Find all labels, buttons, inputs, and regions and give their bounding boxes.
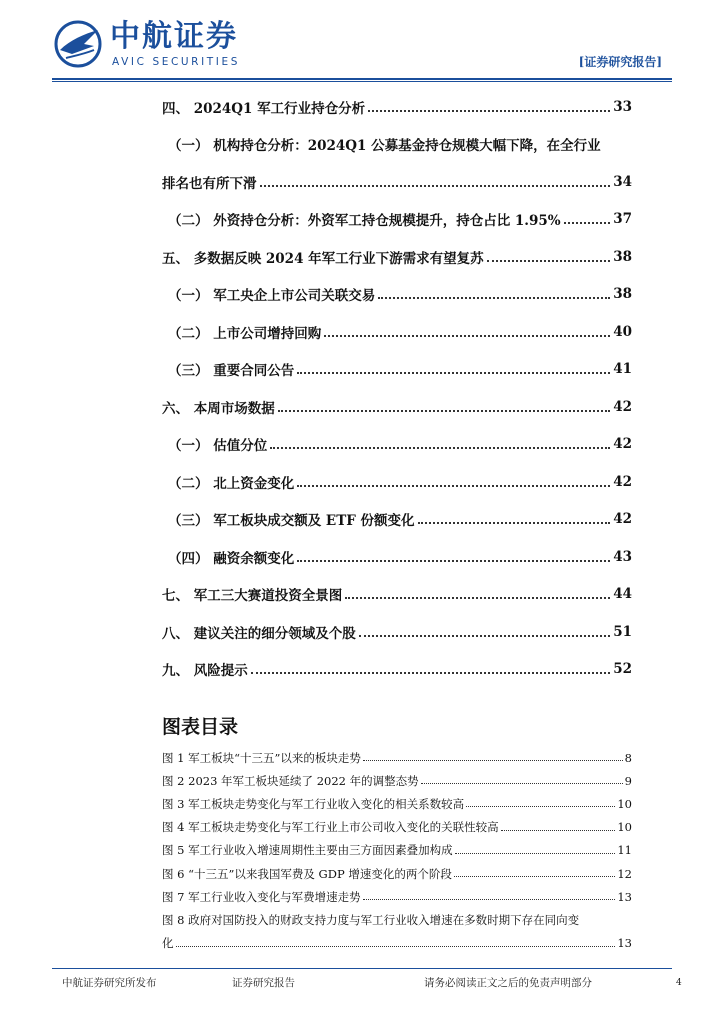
figure-entry-page: 10 [617,796,632,811]
toc-entry-page: 42 [613,398,632,415]
leader-dots [564,222,611,224]
toc-entry-label: （二） 外资持仓分析：外资军工持仓规模提升，持仓占比 1.95% [168,213,561,230]
toc-entry[interactable] [162,426,632,464]
leader-dots [501,830,616,831]
toc-entry-page: 44 [613,586,632,603]
figure-entry-page: 11 [617,843,632,858]
toc-entry-label: （一） 机构持仓分析：2024Q1 公募基金持仓规模大幅下降，在全行业 [168,138,601,155]
figure-entry[interactable] [162,885,632,908]
leader-dots [454,876,616,877]
figure-entry-page: 13 [617,889,632,904]
toc-entry-page: 43 [613,548,632,565]
toc-entry-label: 四、 2024Q1 军工行业持仓分析 [162,100,366,117]
toc-entry-label: （一） 估值分位 [168,438,268,455]
toc-entry[interactable] [162,463,632,501]
footer-publisher: 中航证券研究所发布 [62,977,157,989]
leader-dots [324,335,610,337]
page-number: 4 [676,978,682,988]
leader-dots [368,110,610,112]
toc-entry[interactable] [162,388,632,426]
leader-dots [297,372,610,374]
leader-dots [297,560,610,562]
figure-entry-page: 12 [617,866,632,881]
toc-entry[interactable] [162,651,632,689]
toc-entry-label: （一） 军工央企上市公司关联交易 [168,288,376,305]
toc-entry-label: 九、 风险提示 [162,663,248,680]
leader-dots [421,783,623,784]
figure-entry[interactable] [162,908,632,931]
leader-dots [359,635,611,637]
toc-entry[interactable] [162,576,632,614]
toc-entry-label: （二） 北上资金变化 [168,475,295,492]
toc-entry-page: 51 [613,623,632,640]
leader-dots [418,522,611,524]
leader-dots [278,410,611,412]
toc-entry-page: 42 [613,436,632,453]
figure-entry[interactable] [162,862,632,885]
toc-entry-page: 41 [613,361,632,378]
toc-entry[interactable] [162,501,632,539]
leader-dots [176,946,616,947]
leader-dots [363,760,623,761]
figure-entry[interactable] [162,769,632,792]
avic-logo-icon [54,20,102,68]
leader-dots [251,672,611,674]
toc-entry-label: 五、 多数据反映 2024 年军工行业下游需求有望复苏 [162,250,484,267]
footer-disclaimer: 请务必阅读正文之后的免责声明部分 [424,977,592,989]
toc-entry[interactable] [162,238,632,276]
toc-entry-label: 六、 本周市场数据 [162,400,275,417]
toc-entry-page: 42 [613,473,632,490]
figure-entry-label: 图 5 军工行业收入增速周期性主要由三方面因素叠加构成 [162,843,453,858]
toc-entry-label: 排名也有所下滑 [162,175,257,192]
leader-dots [345,597,610,599]
toc-entry[interactable] [162,126,632,164]
leader-dots [363,899,616,900]
leader-dots [378,297,610,299]
footer-report-type: 证券研究报告 [232,977,295,989]
toc-entry[interactable] [162,163,632,201]
toc-entry-page: 37 [613,211,632,228]
leader-dots [466,806,615,807]
header-divider [52,78,672,80]
leader-dots [487,260,611,262]
toc-entry-label: 七、 军工三大赛道投资全景图 [162,588,343,605]
toc-entry-page: 42 [613,511,632,528]
figure-entry-label: 图 1 军工板块“十三五”以来的板块走势 [162,750,361,765]
brand-name-cn: 中航证券 [110,19,238,54]
toc-entry[interactable] [162,613,632,651]
page-header [0,0,724,85]
figure-entry[interactable] [162,792,632,815]
toc-entry-page: 34 [613,173,632,190]
toc-entry[interactable] [162,201,632,239]
header-divider-thin [52,81,672,82]
toc-entry[interactable] [162,538,632,576]
figures-list-title: 图表目录 [162,716,239,738]
leader-dots [297,485,610,487]
figure-entry-page: 13 [617,936,632,951]
figure-entry-label: 图 7 军工行业收入变化与军费增速走势 [162,889,361,904]
figure-entry-label: 化 [162,936,174,951]
figure-entry-page: 10 [617,820,632,835]
toc-entry-page: 33 [613,98,632,115]
figure-entry[interactable] [162,746,632,769]
toc-entry-label: 八、 建议关注的细分领域及个股 [162,625,356,642]
leader-dots [260,185,611,187]
toc-entry[interactable] [162,88,632,126]
figure-entry-label: 图 2 2023 年军工板块延续了 2022 年的调整态势 [162,773,419,788]
toc-entry-label: （三） 军工板块成交额及 ETF 份额变化 [168,513,415,530]
toc-entry-page: 52 [613,661,632,678]
figure-entry-page: 8 [624,750,632,765]
figures-list [162,746,632,955]
toc-entry-label: （三） 重要合同公告 [168,363,295,380]
toc-entry-page: 38 [613,286,632,303]
figure-entry[interactable] [162,816,632,839]
toc-entry-page: 38 [613,248,632,265]
toc-entry-page: 40 [613,323,632,340]
brand-name-en: AVIC SECURITIES [112,56,240,68]
figure-entry-page: 9 [624,773,632,788]
toc-entry[interactable] [162,276,632,314]
figure-entry[interactable] [162,932,632,955]
toc-entry[interactable] [162,351,632,389]
figure-entry-label: 图 4 军工板块走势变化与军工行业上市公司收入变化的关联性较高 [162,820,499,835]
leader-dots [455,853,616,854]
toc-entry[interactable] [162,313,632,351]
figure-entry-label: 图 8 政府对国防投入的财政支持力度与军工行业收入增速在多数时期下存在同向变 [162,912,580,927]
footer-divider [52,968,672,969]
toc-entry-label: （二） 上市公司增持回购 [168,325,322,342]
report-type-tag: [证券研究报告] [578,55,662,69]
table-of-contents [162,88,632,688]
toc-entry-label: （四） 融资余额变化 [168,550,295,567]
figure-entry[interactable] [162,839,632,862]
leader-dots [270,447,610,449]
figure-entry-label: 图 6 “十三五”以来我国军费及 GDP 增速变化的两个阶段 [162,866,452,881]
figure-entry-label: 图 3 军工板块走势变化与军工行业收入变化的相关系数较高 [162,796,465,811]
